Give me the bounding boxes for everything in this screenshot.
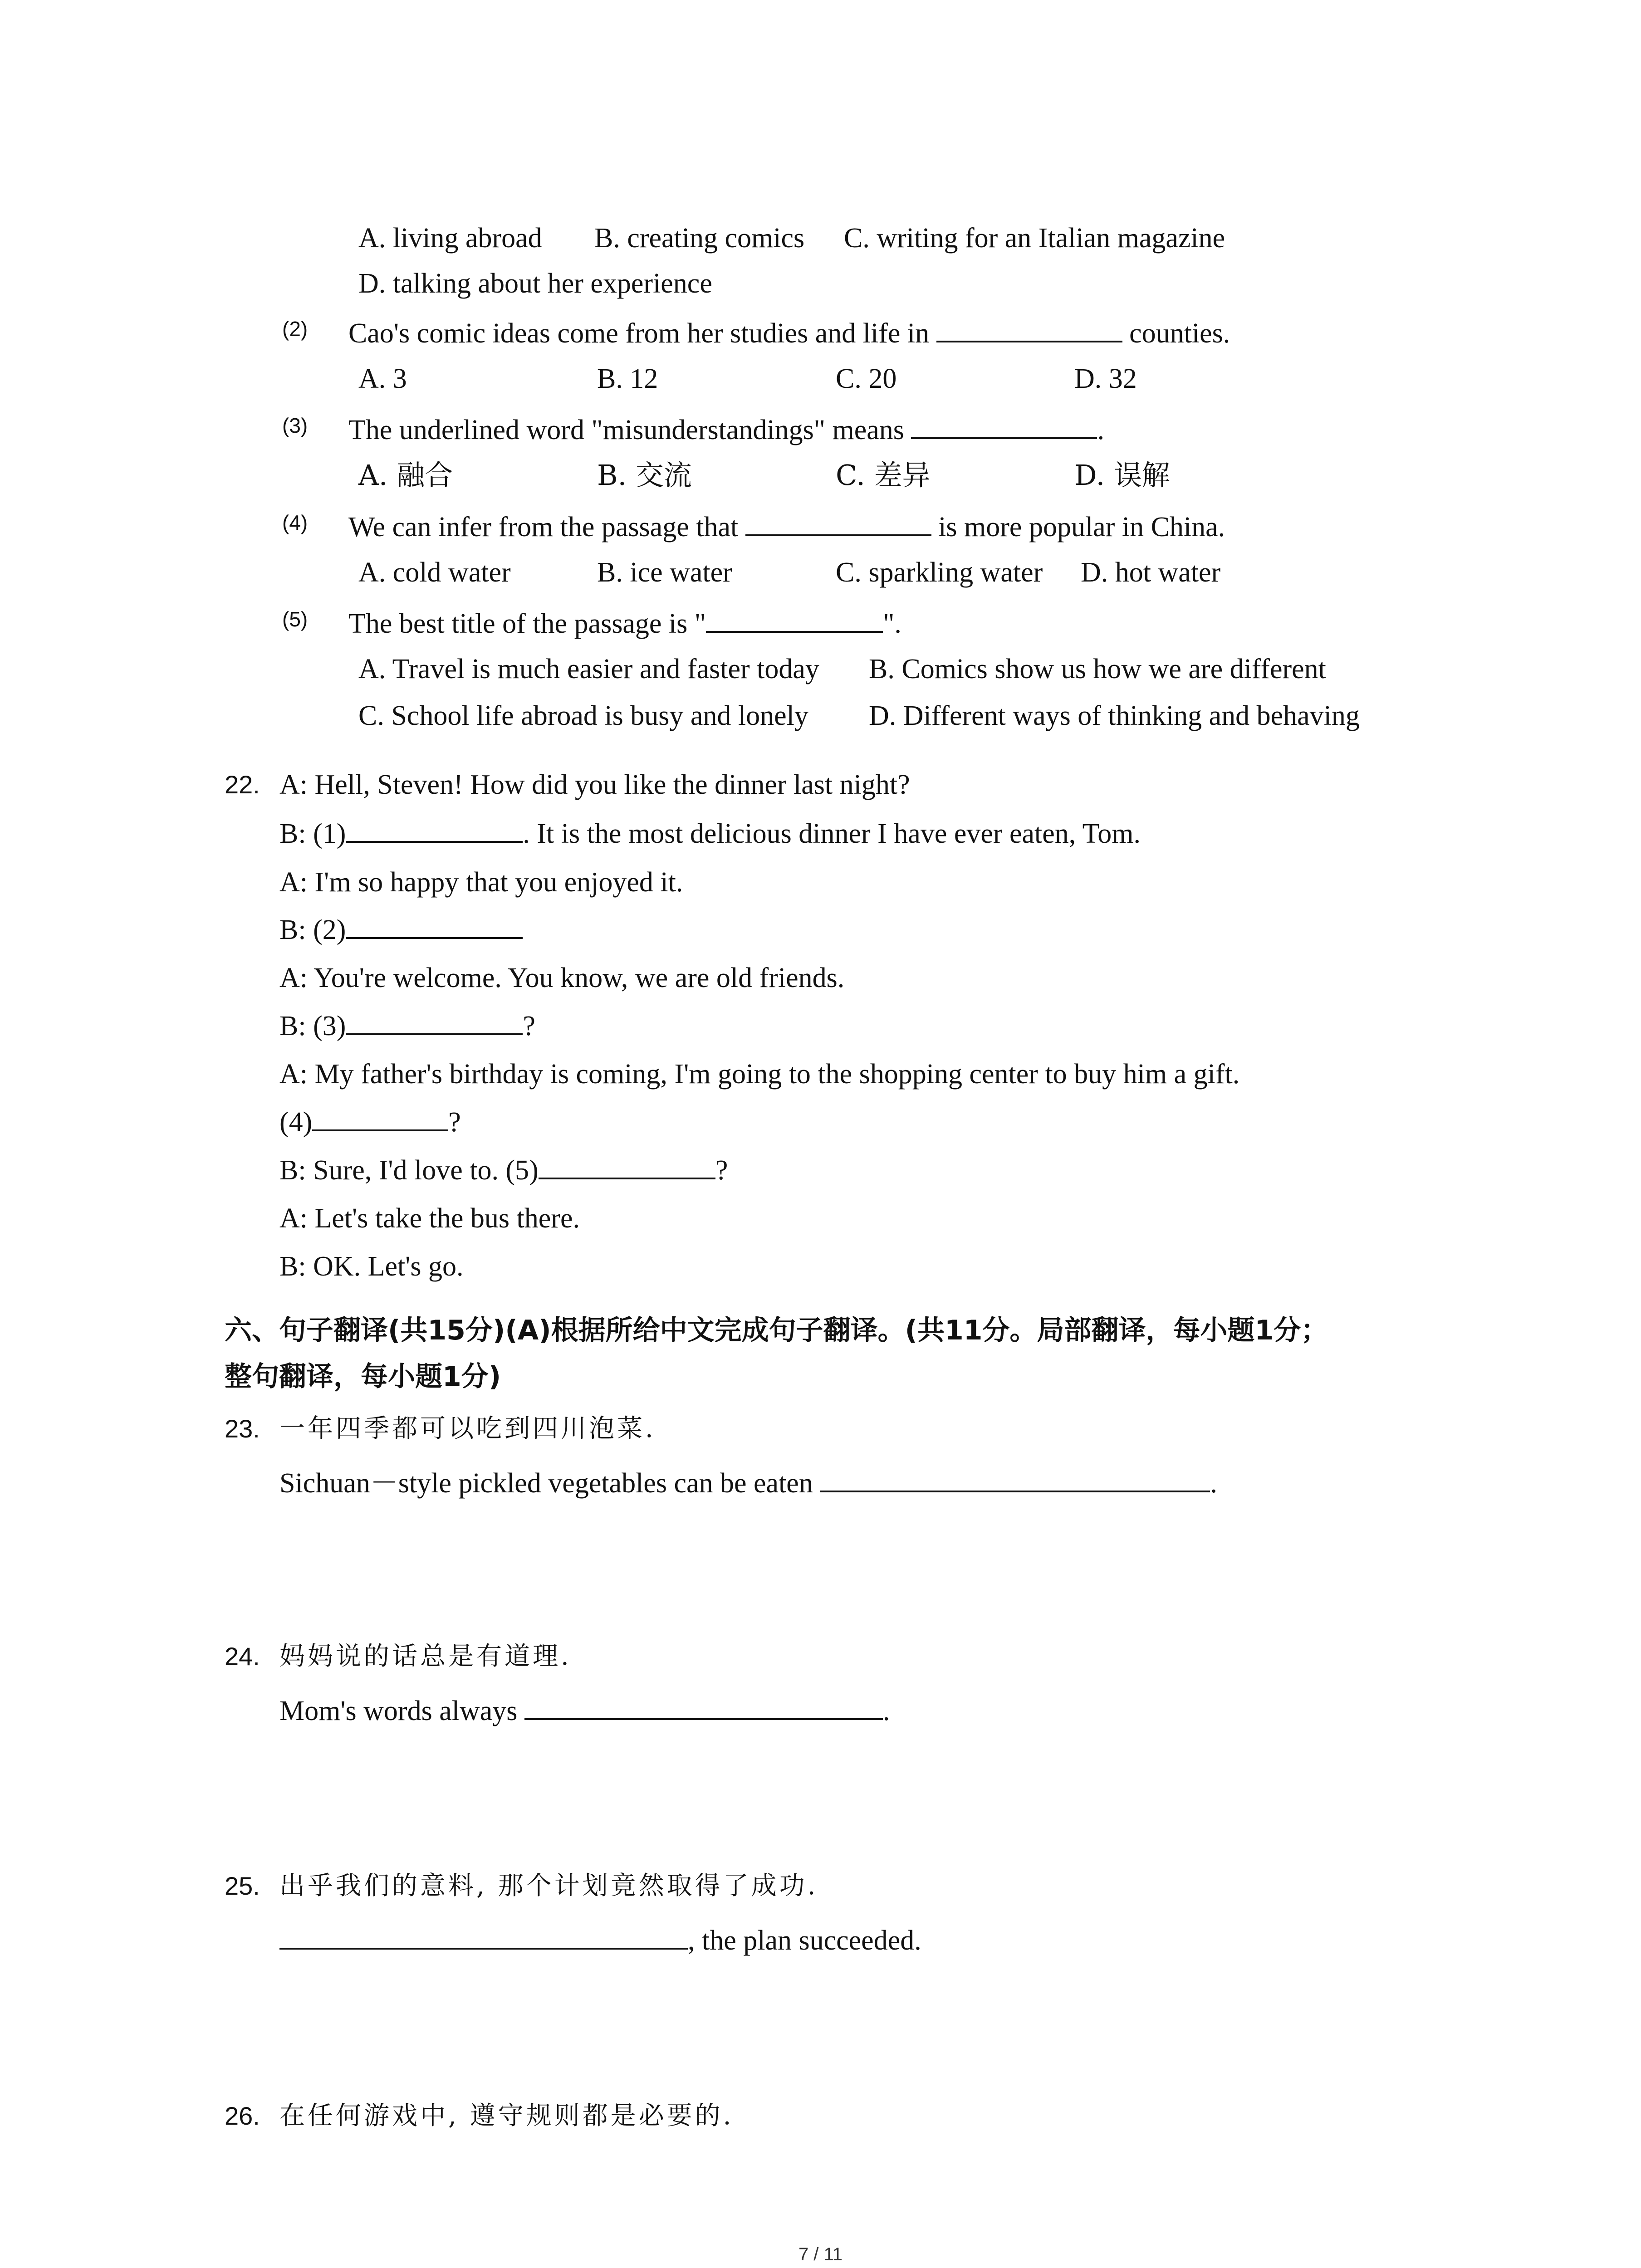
options-row [358,361,1137,397]
translation-line: , the plan succeeded. [279,1922,921,1959]
question-number: 24. [225,1642,260,1671]
option-d: D. 误解 [1074,459,1170,492]
dialogue-line: A: Let's take the bus there. [279,1203,580,1234]
section-heading: 六、句子翻译(共15分)(A)根据所给中文完成句子翻译。(共11分。局部翻译，每小题1分； [225,1315,1328,1346]
question-number: (2) [282,317,308,341]
option-c: C. 差异 [836,459,931,492]
answer-blank-2[interactable] [346,914,523,939]
question-stem: We can infer from the passage that is more popular in China. [348,512,1225,543]
dialogue-line: (4) ? [279,1107,461,1138]
option-c: C. School life abroad is busy and lonely [358,700,808,731]
options-row [358,651,1326,687]
translation-line: Mom's words always . [279,1696,890,1726]
answer-blank[interactable] [279,1925,688,1950]
option-c: C. 20 [836,363,897,394]
options-row [358,554,1220,591]
option-c: C. writing for an Italian magazine [844,223,1225,254]
dialogue-line: A: Hell, Steven! How did you like the dinner last night? [279,769,910,800]
option-a: A. cold water [358,557,511,588]
translation-line: Sichuan－style pickled vegetables can be eaten . [279,1468,1217,1499]
answer-blank[interactable] [936,318,1122,342]
q21-p1-options-row2 [358,265,712,302]
answer-blank[interactable] [706,608,883,633]
dialogue-line: B: (3) ? [279,1011,535,1041]
option-b: B. creating comics [594,223,805,254]
option-b: B. 交流 [597,459,692,492]
option-d: D. Different ways of thinking and behaving [869,700,1360,731]
option-a: A. Travel is much easier and faster today [358,654,819,684]
dialogue-line: A: I'm so happy that you enjoyed it. [279,867,683,898]
option-c: C. sparkling water [836,557,1043,588]
answer-blank-5[interactable] [539,1155,715,1179]
option-a: A. living abroad [358,223,542,254]
chinese-sentence: 一年四季都可以吃到四川泡菜. [279,1414,656,1443]
answer-blank[interactable] [524,1696,883,1720]
dialogue-line: B: Sure, I'd love to. (5) ? [279,1155,728,1186]
option-b: B. 12 [597,363,658,394]
dialogue-line: A: My father's birthday is coming, I'm going to the shopping center to buy him a gift. [279,1059,1240,1090]
question-number: 23. [225,1414,260,1443]
dialogue-line: A: You're welcome. You know, we are old friends. [279,963,845,993]
question-stem: The underlined word "misunderstandings" means . [348,415,1104,445]
option-b: B. ice water [597,557,732,588]
question-number: (3) [282,414,308,437]
answer-blank-4[interactable] [312,1107,448,1131]
options-row [358,698,1360,734]
option-b: B. Comics show us how we are different [869,654,1326,684]
option-a: A. 3 [358,363,407,394]
question-number: 26. [225,2102,260,2130]
dialogue-line: B: (1) . It is the most delicious dinner I have ever eaten, Tom. [279,818,1141,849]
answer-blank[interactable] [745,512,931,536]
question-stem: Cao's comic ideas come from her studies and life in counties. [348,318,1230,349]
question-stem: The best title of the passage is " ". [348,608,901,639]
option-d: D. talking about her experience [358,268,712,299]
question-number: (4) [282,511,308,534]
answer-blank-3[interactable] [346,1011,523,1035]
option-d: D. 32 [1074,363,1137,394]
answer-blank[interactable] [911,415,1097,439]
chinese-sentence: 妈妈说的话总是有道理. [279,1642,572,1671]
section-heading-cont: 整句翻译，每小题1分) [225,1361,501,1393]
dialogue-line: B: (2) [279,912,523,948]
answer-blank-1[interactable] [346,818,523,843]
dialogue-line: B: OK. Let's go. [279,1251,464,1282]
question-number: 25. [225,1872,260,1900]
chinese-sentence: 在任何游戏中, 遵守规则都是必要的. [279,2101,734,2131]
chinese-sentence: 出乎我们的意料, 那个计划竟然取得了成功. [279,1871,818,1901]
page-number: 7 / 11 [798,2244,843,2264]
option-a: A. 融合 [358,459,453,492]
q21-p1-options-row1 [358,220,1225,256]
options-row [358,457,1170,494]
option-d: D. hot water [1081,557,1221,588]
question-number: (5) [282,607,308,631]
answer-blank[interactable] [820,1468,1210,1492]
question-number: 22. [225,770,260,799]
